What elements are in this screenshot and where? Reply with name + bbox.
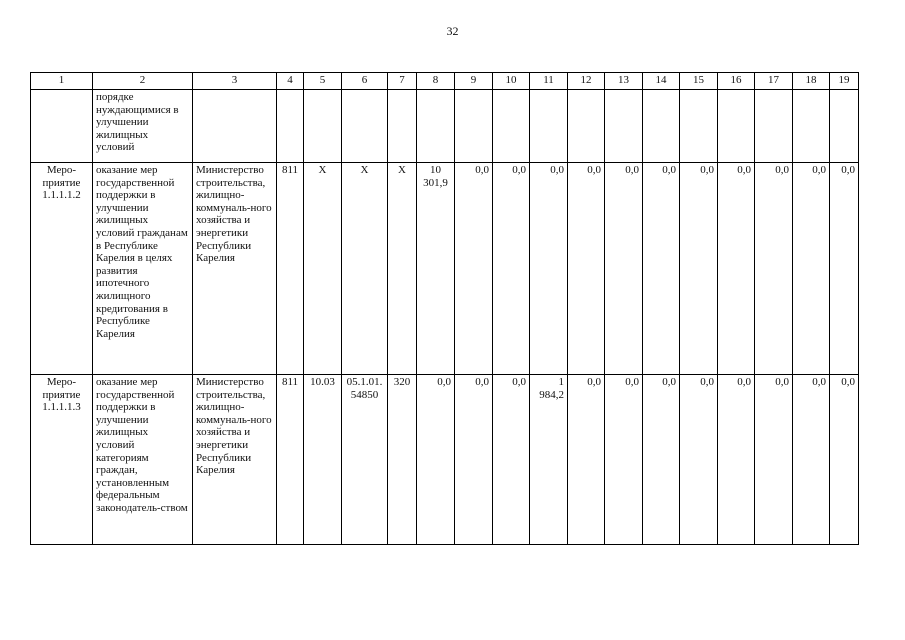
table-cell: 0,0 (568, 163, 605, 375)
table-cell: 811 (277, 163, 304, 375)
header-cell: 5 (304, 73, 342, 90)
table-cell: 05.1.01. 54850 (342, 375, 388, 545)
table-cell: 0,0 (417, 375, 455, 545)
table-cell: 0,0 (718, 163, 755, 375)
table-cell (493, 90, 530, 163)
table-cell (830, 90, 859, 163)
measure-description: порядке нуждающимися в улучшении жилищных условий (93, 90, 193, 163)
header-cell: 8 (417, 73, 455, 90)
header-cell: 12 (568, 73, 605, 90)
table-cell (388, 90, 417, 163)
header-cell: 18 (793, 73, 830, 90)
measure-code: Меро-приятие 1.1.1.1.3 (31, 375, 93, 545)
table-cell: 0,0 (605, 163, 643, 375)
header-cell: 11 (530, 73, 568, 90)
table-cell (643, 90, 680, 163)
table-cell (680, 90, 718, 163)
table-cell: 0,0 (830, 163, 859, 375)
table-cell: 0,0 (493, 163, 530, 375)
table-cell: Х (388, 163, 417, 375)
table-cell (793, 90, 830, 163)
responsible-executor: Министерство строительства, жилищно-коммуналь-ного хозяйства и энергетики Республики Карелия (193, 375, 277, 545)
header-cell: 4 (277, 73, 304, 90)
table-cell (530, 90, 568, 163)
header-cell: 1 (31, 73, 93, 90)
table-cell: 0,0 (643, 163, 680, 375)
table-cell: 0,0 (793, 375, 830, 545)
table-cell: Х (342, 163, 388, 375)
table-cell (342, 90, 388, 163)
table-cell (568, 90, 605, 163)
table-cell: 0,0 (493, 375, 530, 545)
header-cell: 2 (93, 73, 193, 90)
page-number: 32 (446, 24, 459, 38)
measure-code (31, 90, 93, 163)
table-cell: Х (304, 163, 342, 375)
header-cell: 9 (455, 73, 493, 90)
header-row (31, 73, 859, 90)
table-cell (455, 90, 493, 163)
table-cell: 0,0 (718, 375, 755, 545)
header-cell: 13 (605, 73, 643, 90)
measure-description: оказание мер государственной поддержки в улучшении жилищных условий гражданам в Республике Карелия в целях развития ипотечного жилищного кредитования в Республике Карелия (93, 163, 193, 375)
table-cell: 0,0 (830, 375, 859, 545)
table-cell: 0,0 (793, 163, 830, 375)
table-cell: 0,0 (755, 375, 793, 545)
budget-table (30, 72, 859, 545)
table-cell: 811 (277, 375, 304, 545)
header-cell: 15 (680, 73, 718, 90)
responsible-executor (193, 90, 277, 163)
measure-description: оказание мер государственной поддержки в улучшении жилищных условий категориям граждан, установленным федеральным законодатель-ством (93, 375, 193, 545)
table-cell: 0,0 (680, 163, 718, 375)
table-cell: 10.03 (304, 375, 342, 545)
table-cell (755, 90, 793, 163)
table-cell: 0,0 (530, 163, 568, 375)
table-cell: 0,0 (568, 375, 605, 545)
header-cell: 10 (493, 73, 530, 90)
measure-code: Меро-приятие 1.1.1.1.2 (31, 163, 93, 375)
table-cell: 0,0 (680, 375, 718, 545)
table-cell: 10 301,9 (417, 163, 455, 375)
table-row (31, 375, 859, 545)
header-cell: 7 (388, 73, 417, 90)
table-cell (605, 90, 643, 163)
header-cell: 19 (830, 73, 859, 90)
table-cell: 1 984,2 (530, 375, 568, 545)
table-cell: 0,0 (755, 163, 793, 375)
table-cell (417, 90, 455, 163)
header-cell: 14 (643, 73, 680, 90)
table-cell (277, 90, 304, 163)
table-cell: 0,0 (605, 375, 643, 545)
table-row (31, 90, 859, 163)
header-cell: 6 (342, 73, 388, 90)
table-cell (304, 90, 342, 163)
header-cell: 17 (755, 73, 793, 90)
responsible-executor: Министерство строительства, жилищно-коммуналь-ного хозяйства и энергетики Республики Карелия (193, 163, 277, 375)
header-cell: 3 (193, 73, 277, 90)
table-cell: 0,0 (455, 163, 493, 375)
table-cell (718, 90, 755, 163)
header-cell: 16 (718, 73, 755, 90)
table-cell: 320 (388, 375, 417, 545)
table-cell: 0,0 (455, 375, 493, 545)
table-cell: 0,0 (643, 375, 680, 545)
table-row (31, 163, 859, 375)
